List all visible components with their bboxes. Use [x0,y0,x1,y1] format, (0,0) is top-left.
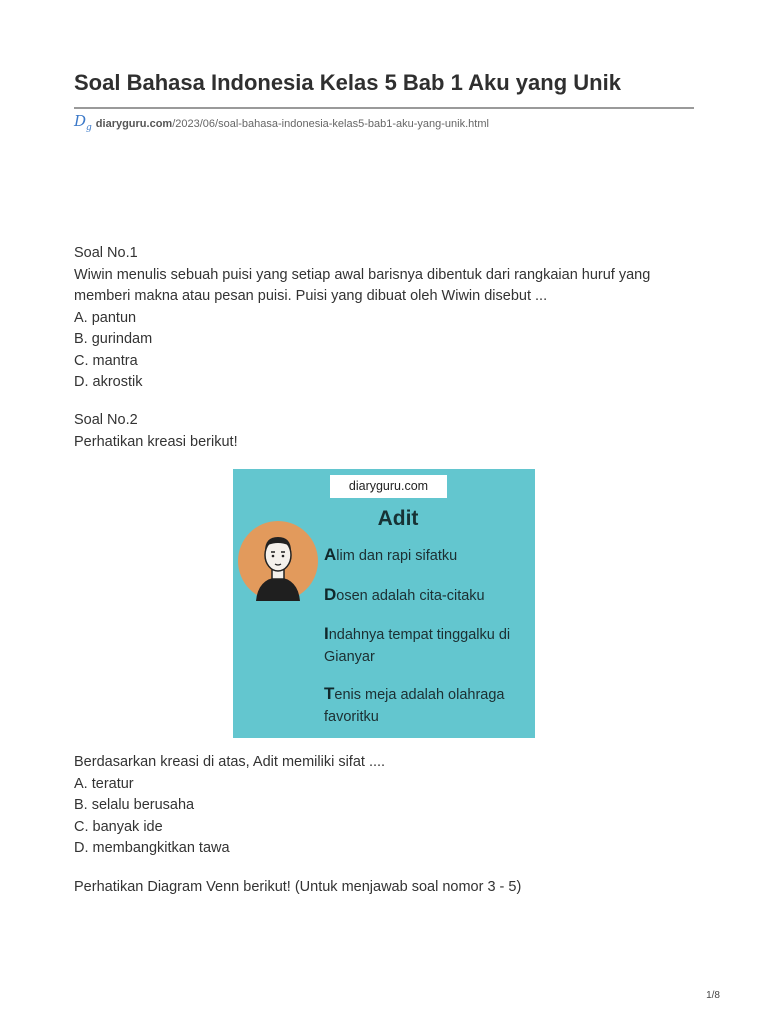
page-number: 1/8 [706,990,720,1001]
question-2 [74,410,694,453]
acrostic-line: Dosen adalah cita-citaku [324,585,485,604]
venn-intro [74,877,714,899]
question-2-body [74,752,694,860]
option: C. mantra [74,352,138,369]
document-title: Soal Bahasa Indonesia Kelas 5 Bab 1 Aku yang Unik [74,70,621,95]
option: A. pantun [74,309,137,326]
acrostic-line: Tenis meja adalah olahraga favoritku [324,684,505,725]
option: B. selalu berusaha [74,797,195,813]
option: C. banyak ide [74,818,163,835]
question-text: Wiwin menulis sebuah puisi yang setiap awal barisnya dibentuk dari rangkaian huruf yang memberi makna atau pesan puisi. Puisi yang dibuat oleh Wiwin disebut ... [74,266,651,304]
question-1 [74,243,694,394]
avatar-icon [238,521,318,601]
figure-source-label: diaryguru.com [330,475,447,498]
acrostic-line: Alim dan rapi sifatku [324,545,458,564]
question-text: Berdasarkan kreasi di atas, Adit memiliki sifat .... [74,754,386,770]
option: D. membangkitkan tawa [74,840,230,856]
source-path[interactable]: /2023/06/soal-bahasa-indonesia-kelas5-bab1-aku-yang-unik.html [172,117,489,130]
acrostic-figure [233,469,535,738]
question-label: Soal No.1 [74,245,138,261]
venn-intro-text: Perhatikan Diagram Venn berikut! (Untuk menjawab soal nomor 3 - 5) [74,879,522,895]
option: A. teratur [74,775,134,792]
option: D. akrostik [74,374,143,390]
question-label: Soal No.2 [74,412,138,428]
title-divider [74,107,694,109]
source-line[interactable] [74,114,489,133]
source-domain[interactable]: diaryguru.com [95,117,173,130]
figure-title: Adit [377,507,419,530]
diaryguru-logo-icon: $D_g$ [74,112,92,133]
acrostic-line: Indahnya tempat tinggalku di Gianyar [324,624,511,665]
option: B. gurindam [74,331,153,347]
question-intro: Perhatikan kreasi berikut! [74,433,238,450]
